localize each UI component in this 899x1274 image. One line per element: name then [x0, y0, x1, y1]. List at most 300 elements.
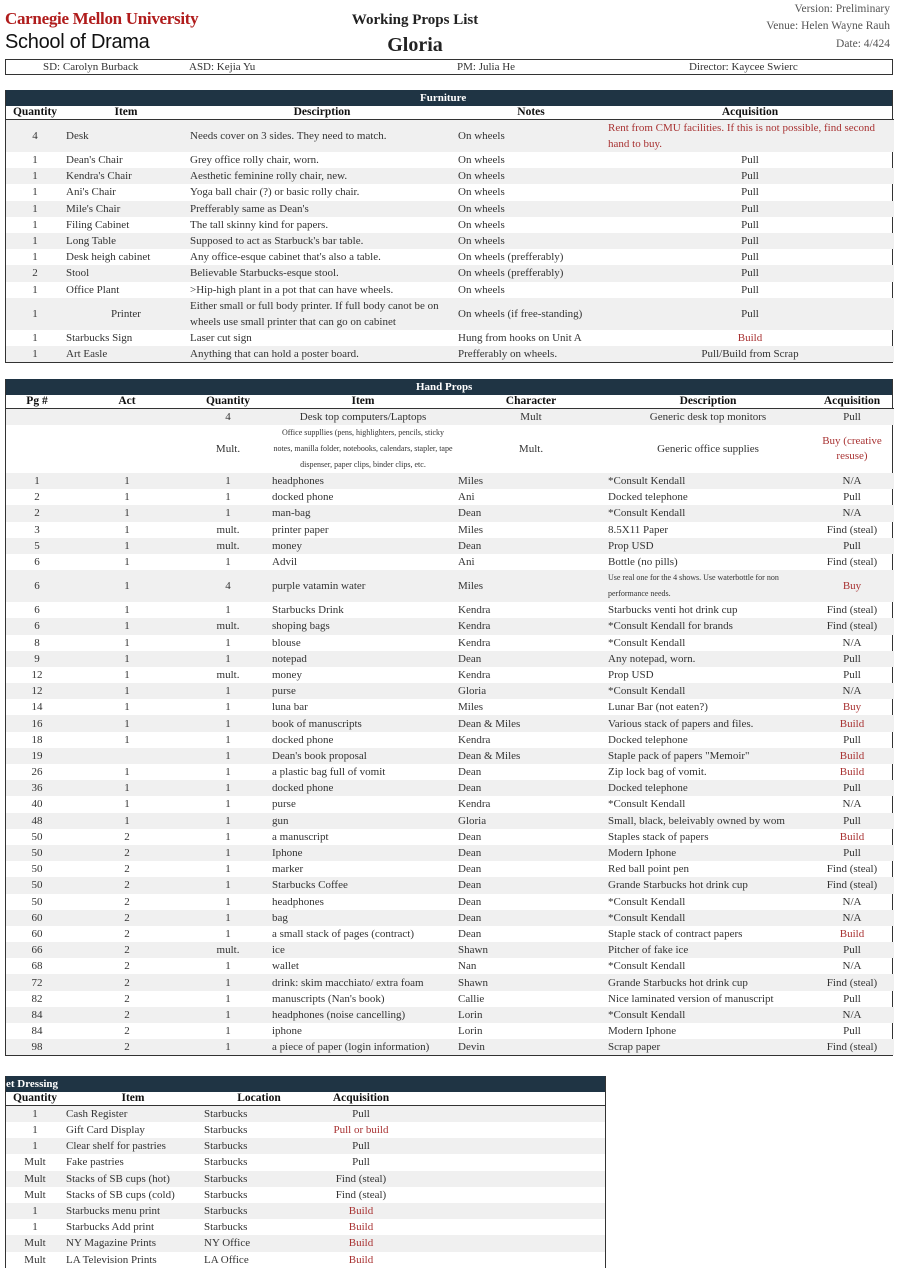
acquisition-cell: Pull [810, 845, 894, 861]
act-cell: 1 [124, 636, 130, 649]
quantity-cell: 1 [6, 1203, 64, 1219]
notes-cell: On wheels [458, 283, 505, 296]
page-cell: 84 [31, 1025, 43, 1038]
blank-cell [406, 1219, 605, 1235]
notes-cell: On wheels [458, 154, 505, 167]
table-row [6, 570, 894, 602]
acquisition-cell: Pull [606, 168, 894, 184]
acquisition-cell: Pull [606, 265, 894, 281]
acquisition-cell: Build [839, 830, 865, 843]
description-cell: Docked telephone [608, 733, 688, 746]
director-label: Director: Kaycee Swierc [689, 61, 798, 73]
character-cell: Dean & Miles [456, 715, 606, 731]
description-cell: Yoga ball chair (?) or basic rolly chair. [190, 186, 360, 199]
table-row [6, 1203, 605, 1219]
table-row [6, 667, 894, 683]
quantity-cell: mult. [186, 538, 270, 554]
act-cell: 1 [124, 556, 130, 569]
notes-cell: On wheels (if free-standing) [456, 298, 606, 330]
description-cell: Laser cut sign [190, 331, 252, 344]
acquisition-cell: Build [348, 1253, 374, 1266]
page-cell: 5 [6, 538, 68, 554]
page-cell: 2 [34, 491, 40, 504]
item-cell: wallet [272, 960, 299, 973]
quantity-cell: 1 [6, 346, 64, 362]
character-cell: Callie [458, 992, 485, 1005]
item-cell: docked phone [272, 733, 334, 746]
character-cell: Kendra [458, 636, 491, 649]
acquisition-cell: Pull/Build from Scrap [606, 346, 894, 362]
table-row [6, 877, 894, 893]
location-cell: Starbucks [202, 1138, 316, 1154]
description-cell: Staples stack of papers [608, 830, 709, 843]
acquisition-cell: N/A [810, 505, 894, 521]
quantity-cell: 1 [186, 505, 270, 521]
page-cell: 3 [34, 523, 40, 536]
description-cell: Prop USD [606, 538, 810, 554]
page-cell: 50 [31, 830, 43, 843]
item-cell: Clear shelf for pastries [64, 1138, 202, 1154]
table-row [6, 1138, 605, 1154]
table-row [6, 233, 894, 249]
character-cell: Dean [456, 910, 606, 926]
acquisition-cell: N/A [842, 895, 862, 908]
col-description: Descirption [188, 106, 456, 120]
description-cell: Bottle (no pills) [608, 556, 678, 569]
blank-cell [406, 1235, 605, 1251]
quantity-cell: 1 [186, 748, 270, 764]
description-cell: *Consult Kendall [606, 683, 810, 699]
table-row [6, 635, 894, 651]
act-cell [68, 425, 186, 473]
col-quantity: Quantity [186, 395, 270, 409]
quantity-cell: 1 [225, 830, 231, 843]
page-cell: 14 [31, 701, 43, 714]
acquisition-cell: Buy [810, 570, 894, 602]
quantity-cell: 1 [186, 910, 270, 926]
description-cell: Docked telephone [606, 780, 810, 796]
item-cell: a plastic bag full of vomit [272, 766, 386, 779]
acquisition-cell: Build [810, 748, 894, 764]
description-cell: Grey office rolly chair, worn. [190, 154, 319, 167]
quantity-cell: 1 [6, 233, 64, 249]
page-cell: 6 [34, 604, 40, 617]
character-cell: Gloria [456, 813, 606, 829]
item-cell: printer paper [272, 523, 329, 536]
description-cell: The tall skinny kind for papers. [190, 218, 329, 231]
description-cell: Aesthetic feminine rolly chair, new. [188, 168, 456, 184]
character-cell: Dean [456, 651, 606, 667]
item-cell: manuscripts (Nan's book) [272, 992, 385, 1005]
col-quantity: Quantity [6, 1092, 64, 1106]
acquisition-cell: Build [737, 331, 763, 344]
quantity-cell: 1 [186, 974, 270, 990]
description-cell: Small, black, beleivably owned by wom [606, 813, 810, 829]
act-cell: 2 [68, 942, 186, 958]
acquisition-cell: Pull [843, 491, 861, 504]
table-row [6, 926, 894, 942]
col-quantity: Quantity [6, 106, 64, 120]
quantity-cell: 1 [225, 798, 231, 811]
quantity-cell: 1 [186, 651, 270, 667]
description-cell: Needs cover on 3 sides. They need to match. [188, 120, 456, 153]
acquisition-cell: Build [316, 1235, 406, 1251]
col-item: Item [270, 395, 456, 409]
table-row [6, 1023, 894, 1039]
item-cell: purse [272, 798, 296, 811]
table-row [6, 910, 894, 926]
location-cell: Starbucks [204, 1156, 248, 1169]
page-cell: 72 [6, 974, 68, 990]
character-cell: Kendra [458, 798, 491, 811]
quantity-cell: 1 [225, 556, 231, 569]
table-row [6, 618, 894, 634]
notes-cell: On wheels [458, 186, 505, 199]
table-row [6, 152, 894, 168]
table-row [6, 330, 894, 346]
quantity-cell: 1 [225, 992, 231, 1005]
item-cell: drink: skim macchiato/ extra foam [270, 974, 456, 990]
quantity-cell: 1 [186, 473, 270, 489]
furniture-title: Furniture [6, 90, 892, 106]
table-row [6, 780, 894, 796]
table-row [6, 1235, 605, 1251]
acquisition-cell: N/A [810, 683, 894, 699]
character-cell: Shawn [456, 942, 606, 958]
item-cell: NY Magazine Prints [64, 1235, 202, 1251]
set-dressing-title: et Dressing [6, 1076, 605, 1092]
table-row [6, 1171, 605, 1187]
table-row [6, 168, 894, 184]
quantity-cell: 1 [186, 845, 270, 861]
table-row [6, 1106, 605, 1123]
acquisition-cell: Pull [741, 251, 759, 264]
table-row [6, 489, 894, 505]
act-cell: 1 [124, 766, 130, 779]
item-cell: money [272, 668, 302, 681]
notes-cell: On wheels [458, 218, 505, 231]
description-cell: Red ball point pen [608, 863, 689, 876]
item-cell: headphones (noise cancelling) [270, 1007, 456, 1023]
table-row [6, 1187, 605, 1203]
quantity-cell: Mult. [215, 443, 241, 455]
table-row [6, 1154, 605, 1170]
col-location: Location [202, 1092, 316, 1106]
asd-label: ASD: Kejia Yu [189, 61, 256, 73]
character-cell: Miles [458, 523, 484, 536]
quantity-cell: 1 [225, 604, 231, 617]
table-row [6, 1252, 605, 1268]
description-cell: Staple stack of contract papers [608, 927, 743, 940]
act-cell: 1 [68, 570, 186, 602]
description-cell: *Consult Kendall [608, 895, 686, 908]
staff-bar [5, 59, 893, 75]
item-cell: Fake pastries [66, 1156, 124, 1169]
item-cell: shoping bags [270, 618, 456, 634]
location-cell: Starbucks [204, 1221, 248, 1234]
quantity-cell: 1 [225, 1025, 231, 1038]
acquisition-cell: Rent from CMU facilities. If this is not possible, find second hand to buy. [606, 120, 894, 153]
document-header [0, 0, 899, 76]
quantity-cell: 1 [6, 168, 64, 184]
description-cell: Any notepad, worn. [606, 651, 810, 667]
quantity-cell: 1 [186, 683, 270, 699]
table-row [6, 425, 894, 473]
act-cell: 1 [68, 473, 186, 489]
character-cell: Miles [456, 570, 606, 602]
quantity-cell: 1 [225, 960, 231, 973]
location-cell: Starbucks [202, 1106, 316, 1123]
acquisition-cell: Pull [810, 538, 894, 554]
quantity-cell: 1 [186, 1039, 270, 1055]
item-cell: Kendra's Chair [64, 168, 188, 184]
character-cell: Miles [456, 473, 606, 489]
item-cell: Gift Card Display [66, 1124, 145, 1137]
acquisition-cell: Build [316, 1203, 406, 1219]
item-cell: Printer [64, 298, 188, 330]
item-cell: Desk heigh cabinet [66, 251, 151, 264]
table-row [6, 265, 894, 281]
item-cell: Office suppllies (pens, highlighters, pencils, sticky notes, manilla folder, notebooks, calendars, stapler, tape dispenser, paper clips, binder clips, etc. [273, 428, 453, 469]
item-cell: man-bag [270, 505, 456, 521]
item-cell: Desk [64, 120, 188, 153]
table-row [6, 894, 894, 910]
description-cell: *Consult Kendall [606, 1007, 810, 1023]
quantity-cell: Mult [6, 1171, 64, 1187]
table-row [6, 845, 894, 861]
description-cell: Believable Starbucks-esque stool. [188, 265, 456, 281]
acquisition-cell: Find (steal) [810, 1039, 894, 1055]
col-act: Act [68, 395, 186, 409]
acquisition-cell: N/A [810, 910, 894, 926]
acquisition-cell: Pull [741, 218, 759, 231]
quantity-cell: 1 [225, 701, 231, 714]
page-cell: 82 [31, 992, 43, 1005]
character-cell: Shawn [456, 974, 606, 990]
venue-label: Venue: Helen Wayne Rauh [766, 20, 890, 32]
table-row [6, 249, 894, 265]
page-cell: 50 [6, 845, 68, 861]
acquisition-cell: Pull [316, 1106, 406, 1123]
character-cell: Gloria [456, 683, 606, 699]
character-cell: Dean & Miles [456, 748, 606, 764]
version-label: Version: Preliminary [794, 3, 890, 15]
furniture-table [6, 106, 894, 362]
acquisition-cell: Find (steal) [810, 618, 894, 634]
quantity-cell: 1 [6, 1138, 64, 1154]
description-cell: >Hip-high plant in a pot that can have wheels. [190, 283, 394, 296]
character-cell: Lorin [456, 1007, 606, 1023]
act-cell: 1 [124, 701, 130, 714]
acquisition-cell: Pull [843, 1025, 861, 1038]
item-cell: Starbucks Drink [272, 604, 344, 617]
item-cell: Stacks of SB cups (hot) [64, 1171, 202, 1187]
quantity-cell: Mult [24, 1156, 46, 1169]
acquisition-cell: N/A [842, 798, 862, 811]
quantity-cell: 1 [186, 780, 270, 796]
character-cell: Dean [458, 927, 482, 940]
description-cell: Prefferably same as Dean's [188, 201, 456, 217]
page-cell: 9 [6, 651, 68, 667]
description-cell: Docked telephone [608, 491, 688, 504]
location-cell: Starbucks [202, 1171, 316, 1187]
quantity-cell: 1 [225, 863, 231, 876]
quantity-cell: 1 [225, 927, 231, 940]
page-cell: 60 [31, 927, 43, 940]
acquisition-cell: N/A [842, 960, 862, 973]
page-cell: 2 [6, 505, 68, 521]
character-cell: Dean [458, 830, 482, 843]
acquisition-cell: Pull [810, 780, 894, 796]
play-title: Gloria [387, 34, 443, 56]
table-row [6, 522, 894, 538]
description-cell: Use real one for the 4 shows. Use waterbottle for non performance needs. [606, 570, 810, 602]
item-cell: Starbucks Sign [66, 331, 133, 344]
set-dressing-table [6, 1092, 605, 1268]
character-cell: Dean [456, 538, 606, 554]
blank-cell [406, 1187, 605, 1203]
acquisition-cell: Pull [810, 409, 894, 426]
quantity-cell: 4 [6, 120, 64, 153]
acquisition-cell: Build [810, 715, 894, 731]
university-logo: Carnegie Mellon University [5, 9, 199, 28]
location-cell: LA Office [204, 1253, 249, 1266]
item-cell: gun [270, 813, 456, 829]
notes-cell: On wheels [456, 233, 606, 249]
col-item: Item [64, 106, 188, 120]
character-cell: Mult. [518, 443, 544, 455]
item-cell: Ani's Chair [66, 186, 116, 199]
description-cell: *Consult Kendall [606, 505, 810, 521]
quantity-cell: 1 [186, 813, 270, 829]
item-cell: Stool [64, 265, 188, 281]
act-cell: 2 [124, 863, 130, 876]
act-cell: 1 [68, 618, 186, 634]
description-cell: Nice laminated version of manuscript [608, 992, 774, 1005]
description-cell: Modern Iphone [608, 1025, 677, 1038]
act-cell: 1 [68, 780, 186, 796]
description-cell: Grande Starbucks hot drink cup [606, 877, 810, 893]
item-cell: ice [270, 942, 456, 958]
quantity-cell: 1 [6, 201, 64, 217]
item-cell: Dean's Chair [66, 154, 123, 167]
notes-cell: On wheels (prefferably) [456, 265, 606, 281]
character-cell: Kendra [458, 668, 491, 681]
table-row [6, 715, 894, 731]
item-cell: Mile's Chair [64, 201, 188, 217]
table-row [6, 473, 894, 489]
act-cell: 2 [124, 895, 130, 908]
acquisition-cell: Pull [316, 1138, 406, 1154]
page-cell: 60 [6, 910, 68, 926]
acquisition-cell: Find (steal) [826, 863, 878, 876]
description-cell: *Consult Kendall [606, 473, 810, 489]
acquisition-cell: Find (steal) [810, 974, 894, 990]
set-dressing-section [5, 1076, 606, 1268]
acquisition-cell: Pull [810, 942, 894, 958]
character-cell: Dean [456, 877, 606, 893]
col-acquisition: Acquisition [810, 395, 894, 409]
character-cell: Kendra [456, 618, 606, 634]
table-row [6, 1219, 605, 1235]
location-cell: Starbucks [202, 1203, 316, 1219]
acquisition-cell: Find (steal) [810, 877, 894, 893]
description-cell: Either small or full body printer. If full body canot be on wheels use small printer that can go on cabinet [188, 298, 456, 330]
description-cell: Starbucks venti hot drink cup [608, 604, 738, 617]
item-cell: Cash Register [64, 1106, 202, 1123]
location-cell: Starbucks [204, 1188, 248, 1201]
description-cell: 8.5X11 Paper [608, 523, 669, 536]
page-cell: 18 [31, 733, 43, 746]
description-cell: *Consult Kendall [606, 910, 810, 926]
quantity-cell: mult. [186, 942, 270, 958]
item-cell: Art Easle [64, 346, 188, 362]
character-cell: Miles [458, 701, 484, 714]
doc-title: Working Props List [351, 12, 479, 28]
quantity-cell: 4 [186, 409, 270, 426]
quantity-cell: 1 [32, 1221, 38, 1234]
col-page: Pg # [6, 395, 68, 409]
description-cell: Zip lock bag of vomit. [608, 766, 707, 779]
quantity-cell: 1 [186, 1007, 270, 1023]
hand-props-header-row [6, 395, 894, 409]
quantity-cell: 1 [186, 877, 270, 893]
table-row [6, 1007, 894, 1023]
page-cell: 16 [6, 715, 68, 731]
act-cell: 1 [124, 733, 130, 746]
school-name: School of Drama [5, 31, 150, 53]
acquisition-cell: Pull [741, 154, 759, 167]
act-cell [68, 748, 186, 764]
act-cell: 1 [124, 668, 130, 681]
acquisition-cell: N/A [842, 636, 862, 649]
item-cell: Starbucks Coffee [270, 877, 456, 893]
quantity-cell: mult. [216, 523, 240, 536]
table-row [6, 683, 894, 699]
table-row [6, 184, 894, 200]
table-row [6, 991, 894, 1007]
acquisition-cell: Pull [741, 186, 759, 199]
description-cell: Various stack of papers and files. [606, 715, 810, 731]
acquisition-cell: Pull [843, 668, 861, 681]
character-cell: Kendra [458, 733, 491, 746]
quantity-cell: 1 [225, 733, 231, 746]
item-cell: Desk top computers/Laptops [270, 409, 456, 426]
acquisition-cell: Pull [606, 233, 894, 249]
table-row [6, 120, 894, 153]
act-cell: 1 [68, 651, 186, 667]
quantity-cell: 1 [32, 1124, 38, 1137]
hand-props-title: Hand Props [6, 379, 892, 395]
acquisition-cell: Find (steal) [335, 1188, 387, 1201]
acquisition-cell: Build [839, 766, 865, 779]
description-cell: Scrap paper [606, 1039, 810, 1055]
notes-cell: On wheels [456, 168, 606, 184]
act-cell: 2 [124, 927, 130, 940]
description-cell: Anything that can hold a poster board. [188, 346, 456, 362]
page-cell: 50 [31, 863, 43, 876]
item-cell: luna bar [272, 701, 308, 714]
act-cell: 2 [124, 830, 130, 843]
description-cell: Generic office supplies [657, 443, 759, 455]
act-cell: 1 [124, 604, 130, 617]
item-cell: headphones [270, 473, 456, 489]
page-cell: 48 [6, 813, 68, 829]
acquisition-cell: Pull [810, 651, 894, 667]
description-cell: Staple pack of papers "Memoir" [606, 748, 810, 764]
page-cell: 36 [6, 780, 68, 796]
page-cell: 6 [6, 618, 68, 634]
